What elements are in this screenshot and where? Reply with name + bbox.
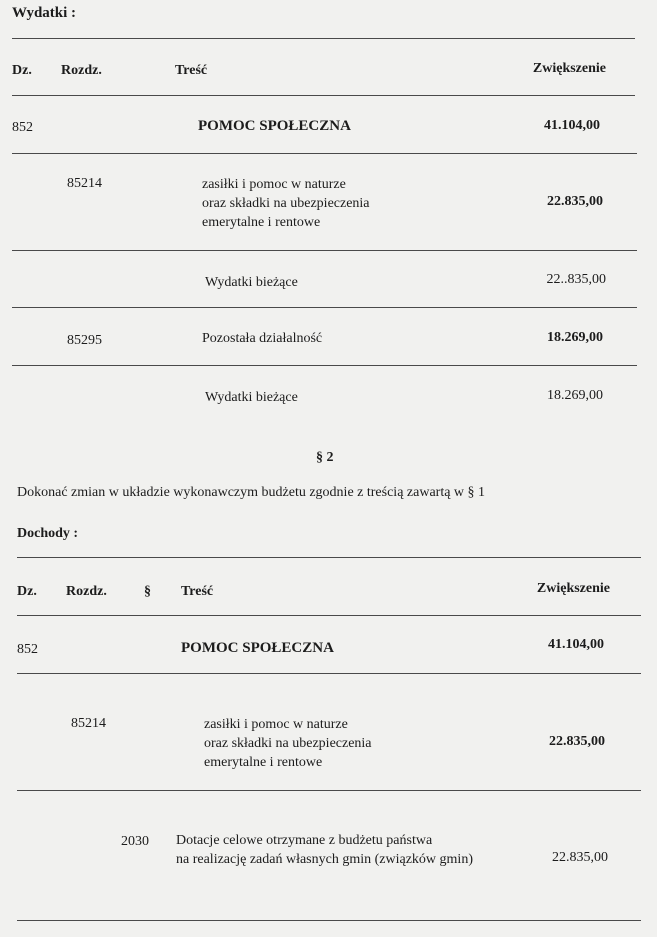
dochody-row-852-dz: 852 xyxy=(17,642,38,657)
dochody-row-852-kwota: 41.104,00 xyxy=(548,637,604,652)
dochody-row-2030-par: 2030 xyxy=(121,834,149,849)
dochody-header-rozdz: Rozdz. xyxy=(66,584,107,599)
wydatki-row-85214-tresc xyxy=(202,175,370,232)
dochody-header-tresc: Treść xyxy=(181,584,214,599)
divider xyxy=(12,38,635,39)
wydatki-header-tresc: Treść xyxy=(175,63,208,78)
divider xyxy=(12,365,637,366)
wydatki-row-biezace-2-tresc: Wydatki bieżące xyxy=(205,390,298,405)
tresc-line: oraz składki na ubezpieczenia xyxy=(204,736,372,751)
wydatki-row-biezace-1-tresc: Wydatki bieżące xyxy=(205,275,298,290)
dochody-row-2030-tresc xyxy=(176,831,473,869)
dochody-row-85214-kwota: 22.835,00 xyxy=(549,734,605,749)
tresc-line: emerytalne i rentowe xyxy=(202,215,321,230)
wydatki-row-85214-rozdz: 85214 xyxy=(67,176,102,191)
dochody-section-title: Dochody : xyxy=(17,526,79,541)
tresc-line: oraz składki na ubezpieczenia xyxy=(202,196,370,211)
divider xyxy=(12,153,637,154)
wydatki-header-rozdz: Rozdz. xyxy=(61,63,102,78)
wydatki-row-85295-tresc: Pozostała działalność xyxy=(202,331,323,346)
tresc-line: na realizację zadań własnych gmin (związków gmin) xyxy=(176,852,473,867)
divider xyxy=(17,615,641,616)
tresc-line: zasiłki i pomoc w naturze xyxy=(204,717,348,732)
dochody-row-85214-tresc xyxy=(204,715,372,772)
divider xyxy=(17,557,641,558)
wydatki-row-85214-kwota: 22.835,00 xyxy=(547,194,603,209)
paragraph-text: Dokonać zmian w układzie wykonawczym budżetu zgodnie z treścią zawartą w § 1 xyxy=(17,485,486,500)
wydatki-row-852-tresc: POMOC SPOŁECZNA xyxy=(198,118,351,134)
tresc-line: zasiłki i pomoc w naturze xyxy=(202,177,346,192)
divider xyxy=(12,250,637,251)
tresc-line: emerytalne i rentowe xyxy=(204,755,323,770)
dochody-row-852-tresc: POMOC SPOŁECZNA xyxy=(181,640,334,656)
dochody-row-2030-kwota: 22.835,00 xyxy=(552,850,608,865)
dochody-header-zwiekszenie: Zwiększenie xyxy=(536,581,610,596)
wydatki-row-852-kwota: 41.104,00 xyxy=(544,118,600,133)
divider xyxy=(17,790,641,791)
wydatki-header-dz: Dz. xyxy=(12,63,32,78)
wydatki-row-852-dz: 852 xyxy=(12,120,33,135)
tresc-line: Dotacje celowe otrzymane z budżetu państwa xyxy=(176,833,433,848)
divider xyxy=(17,920,641,921)
wydatki-header-zwiekszenie: Zwiększenie xyxy=(532,61,606,76)
wydatki-row-biezace-2-kwota: 18.269,00 xyxy=(547,388,603,403)
dochody-header-par: § xyxy=(144,584,151,599)
wydatki-row-85295-kwota: 18.269,00 xyxy=(547,330,603,345)
dochody-row-85214-rozdz: 85214 xyxy=(71,716,106,731)
wydatki-row-85295-rozdz: 85295 xyxy=(67,333,102,348)
paragraph-title: § 2 xyxy=(316,450,334,465)
divider xyxy=(17,673,641,674)
divider xyxy=(12,95,635,96)
divider xyxy=(12,307,637,308)
wydatki-row-biezace-1-kwota: 22..835,00 xyxy=(546,272,606,287)
wydatki-section-title: Wydatki : xyxy=(12,5,77,21)
dochody-header-dz: Dz. xyxy=(17,584,37,599)
